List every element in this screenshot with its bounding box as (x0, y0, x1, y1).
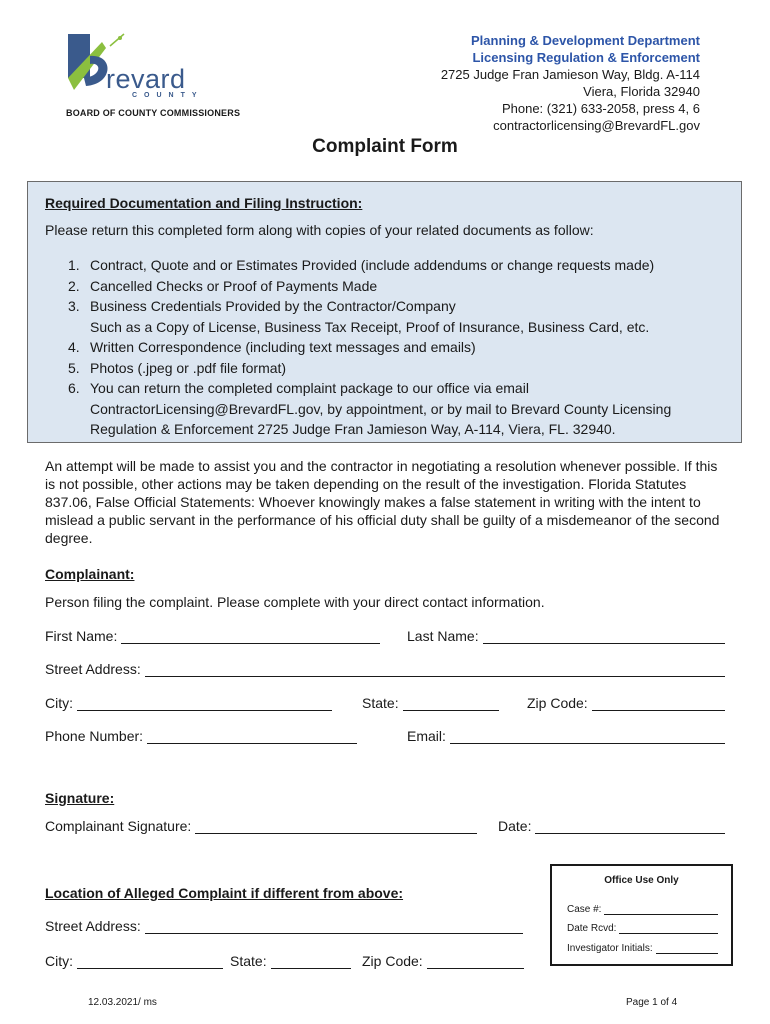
legal-notice: An attempt will be made to assist you and the contractor in negotiating a resolution whenever possible. If this is not possible, other actions may be taken depending on the result of the investigation. Florida Statutes 837.06, False Official Statements: Whoever knowingly makes a false statement in writing with the intent to mislead a public servant in the performance of his official duty shall be guilty of a misdemeanor of the second degree. (45, 458, 720, 546)
street-address-field[interactable] (45, 661, 725, 677)
last-name-label: Last Name: (407, 628, 479, 644)
phone-number-field[interactable] (45, 728, 357, 744)
state-label: State: (362, 695, 399, 711)
list-item: Such as a Copy of License, Business Tax Receipt, Proof of Insurance, Business Card, etc. (90, 318, 650, 335)
date-received-label: Date Rcvd: (567, 923, 617, 934)
zip-code-label: Zip Code: (527, 695, 588, 711)
signature-label: Complainant Signature: (45, 818, 192, 834)
email-line[interactable]: contractorlicensing@BrevardFL.gov (493, 118, 700, 133)
investigator-initials-input-line[interactable] (656, 944, 718, 954)
list-item: Regulation & Enforcement 2725 Judge Fran Jamieson Way, A-114, Viera, FL. 32940. (90, 421, 616, 437)
list-item: ContractorLicensing@BrevardFL.gov, by appointment, or by mail to Brevard County Licensing (90, 400, 672, 417)
state-input-line[interactable] (403, 697, 499, 711)
phone-number-input-line[interactable] (147, 730, 357, 744)
signature-date-label: Date: (498, 818, 532, 834)
location-city-field[interactable] (45, 953, 223, 969)
location-street-label: Street Address: (45, 918, 141, 934)
location-state-field[interactable] (230, 953, 351, 969)
case-number-input-line[interactable] (604, 905, 718, 915)
list-item: 1. Contract, Quote and or Estimates Provided (include addendums or change requests made) (68, 257, 655, 273)
location-state-label: State: (230, 953, 267, 969)
logo-board-text: BOARD OF COUNTY COMMISSIONERS (66, 108, 241, 118)
logo-county-text: COUNTY (132, 92, 204, 99)
city-input-line[interactable] (77, 697, 332, 711)
office-use-box (550, 864, 733, 966)
city-field[interactable] (45, 695, 332, 711)
location-state-input-line[interactable] (271, 955, 351, 969)
complainant-signature-field[interactable] (45, 818, 477, 834)
phone-number-label: Phone Number: (45, 728, 144, 744)
location-street-field[interactable] (45, 918, 523, 934)
department-name: Planning & Development Department (471, 33, 700, 48)
form-title: Complaint Form (312, 136, 458, 157)
complainant-intro: Person filing the complaint. Please complete with your direct contact information. (45, 594, 545, 610)
first-name-field[interactable] (45, 628, 380, 644)
first-name-input-line[interactable] (121, 630, 380, 644)
first-name-label: First Name: (45, 628, 118, 644)
location-heading: Location of Alleged Complaint if different from above: (45, 885, 404, 901)
email-input-line[interactable] (450, 730, 725, 744)
zip-code-field[interactable] (527, 695, 725, 711)
street-address-label: Street Address: (45, 661, 141, 677)
instructions-lead: Please return this completed form along with copies of your related documents as follow: (45, 222, 594, 238)
brevard-county-logo (62, 28, 262, 123)
street-address-input-line[interactable] (145, 663, 725, 677)
address-line-1: 2725 Judge Fran Jamieson Way, Bldg. A-114 (440, 67, 700, 82)
location-city-label: City: (45, 953, 73, 969)
address-line-2: Viera, Florida 32940 (583, 84, 700, 99)
location-zip-field[interactable] (362, 953, 524, 969)
instructions-list (45, 255, 671, 440)
division-name: Licensing Regulation & Enforcement (472, 50, 700, 65)
location-city-input-line[interactable] (77, 955, 223, 969)
department-contact-block (441, 32, 700, 134)
location-zip-input-line[interactable] (427, 955, 524, 969)
footer-page-number: Page 1 of 4 (626, 997, 678, 1008)
city-label: City: (45, 695, 73, 711)
instructions-heading: Required Documentation and Filing Instruction: (45, 195, 363, 211)
investigator-initials-label: Investigator Initials: (567, 943, 653, 954)
list-item: 3. Business Credentials Provided by the Contractor/Company (68, 298, 456, 314)
date-received-field[interactable] (567, 923, 718, 934)
location-zip-label: Zip Code: (362, 953, 423, 969)
signature-input-line[interactable] (195, 820, 477, 834)
location-street-input-line[interactable] (145, 920, 523, 934)
list-item: 4. Written Correspondence (including text messages and emails) (68, 339, 476, 355)
state-field[interactable] (362, 695, 499, 711)
signature-date-field[interactable] (498, 818, 725, 834)
instructions-box (27, 181, 742, 443)
list-item: 6. You can return the completed complaint package to our office via email (68, 380, 529, 396)
list-item: 5. Photos (.jpeg or .pdf file format) (68, 359, 287, 376)
investigator-initials-field[interactable] (567, 943, 718, 954)
signature-date-input-line[interactable] (535, 820, 725, 834)
case-number-label: Case #: (567, 904, 602, 915)
complainant-heading: Complainant: (45, 566, 135, 582)
email-label: Email: (407, 728, 446, 744)
case-number-field[interactable] (567, 904, 718, 915)
last-name-input-line[interactable] (483, 630, 725, 644)
date-received-input-line[interactable] (619, 924, 718, 934)
signature-heading: Signature: (45, 790, 115, 806)
logo-wordmark: revard (106, 64, 186, 94)
email-field[interactable] (407, 728, 725, 744)
last-name-field[interactable] (407, 628, 725, 644)
footer-revision-date: 12.03.2021/ ms (88, 997, 157, 1008)
list-item: 2. Cancelled Checks or Proof of Payments Made (68, 277, 378, 294)
office-use-title: Office Use Only (604, 875, 679, 886)
phone-line: Phone: (321) 633-2058, press 4, 6 (501, 101, 700, 116)
zip-code-input-line[interactable] (592, 697, 725, 711)
